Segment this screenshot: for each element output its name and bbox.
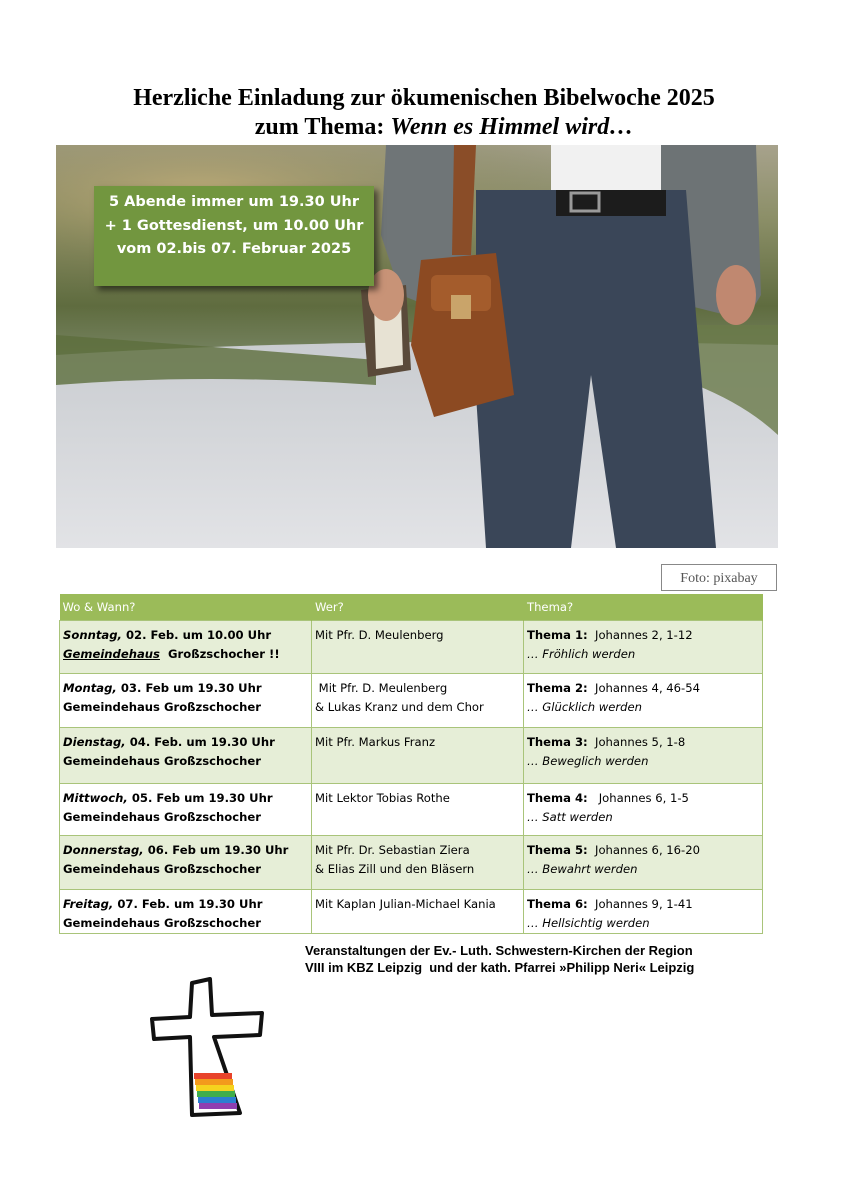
who-cell — [312, 728, 524, 784]
place-label: Gemeindehaus Großzschocher — [63, 700, 261, 714]
topic-subtitle: … Glücklich werden — [527, 700, 642, 714]
topic-subtitle: … Fröhlich werden — [527, 647, 636, 661]
title-line-1: Herzliche Einladung zur ökumenischen Bibelwoche 2025 — [133, 85, 715, 111]
day-label: Sonntag, — [63, 628, 122, 642]
info-line-3: vom 02.bis 07. Februar 2025 — [116, 241, 352, 257]
place-label: Gemeindehaus Großzschocher — [63, 862, 261, 876]
date-label: 02. Feb. um 10.00 Uhr — [121, 628, 272, 642]
event-info-box — [94, 186, 374, 286]
day-label: Dienstag, — [63, 735, 126, 749]
place-label: Gemeindehaus Großzschocher — [63, 810, 261, 824]
title-prefix: zum Thema: — [254, 114, 391, 140]
topic-subtitle: … Satt werden — [527, 810, 613, 824]
page-title — [0, 84, 848, 142]
topic-subtitle: … Hellsichtig werden — [527, 916, 650, 930]
topic-subtitle: … Bewahrt werden — [527, 862, 638, 876]
place-emphasis: Gemeindehaus — [63, 647, 160, 661]
topic-label: Thema 6: — [527, 897, 588, 911]
date-label: 07. Feb. um 19.30 Uhr — [113, 897, 263, 911]
place-label: Großzschocher !! — [159, 647, 280, 661]
topic-subtitle: … Beweglich werden — [527, 754, 649, 768]
table-row — [60, 890, 763, 934]
topic-label: Thema 4: — [527, 791, 588, 805]
topic-ref: Johannes 6, 16-20 — [587, 843, 700, 857]
table-header-row — [60, 594, 763, 621]
info-line-1: 5 Abende immer um 19.30 Uhr — [108, 194, 360, 210]
table-row — [60, 836, 763, 890]
header-where-when: Wo & Wann? — [60, 594, 312, 621]
date-label: 03. Feb um 19.30 Uhr — [116, 681, 262, 695]
topic-ref: Johannes 5, 1-8 — [587, 735, 686, 749]
table-row — [60, 621, 763, 674]
day-label: Mittwoch, — [63, 791, 128, 805]
where-when-cell — [60, 784, 312, 836]
who-line-2: & Lukas Kranz und dem Chor — [315, 700, 484, 714]
day-label: Freitag, — [63, 897, 114, 911]
where-when-cell — [60, 728, 312, 784]
topic-cell — [524, 728, 763, 784]
topic-ref: Johannes 2, 1-12 — [587, 628, 693, 642]
day-label: Donnerstag, — [63, 843, 144, 857]
date-label: 05. Feb um 19.30 Uhr — [127, 791, 273, 805]
who-cell — [312, 784, 524, 836]
who-line: Mit Pfr. D. Meulenberg — [315, 681, 448, 695]
topic-cell — [524, 621, 763, 674]
who-line: Mit Lektor Tobias Rothe — [315, 791, 450, 805]
info-line-2: + 1 Gottesdienst, um 10.00 Uhr — [104, 217, 364, 234]
header-topic: Thema? — [524, 594, 763, 621]
photo-credit: Foto: pixabay — [661, 564, 777, 591]
who-cell — [312, 621, 524, 674]
topic-cell — [524, 784, 763, 836]
where-when-cell — [60, 836, 312, 890]
date-label: 06. Feb um 19.30 Uhr — [143, 843, 289, 857]
place-label: Gemeindehaus Großzschocher — [63, 754, 261, 768]
where-when-cell — [60, 674, 312, 728]
title-theme: Wenn es Himmel wird… — [390, 114, 634, 140]
topic-label: Thema 3: — [527, 735, 588, 749]
who-line: Mit Pfr. Dr. Sebastian Ziera — [315, 843, 470, 857]
cross-logo-icon — [150, 975, 270, 1125]
who-line: Mit Pfr. D. Meulenberg — [315, 628, 444, 642]
who-cell — [312, 836, 524, 890]
organizer-line-2: VIII im KBZ Leipzig und der kath. Pfarrei »Philipp Neri« Leipzig — [305, 960, 695, 975]
topic-label: Thema 2: — [527, 681, 588, 695]
where-when-cell — [60, 890, 312, 934]
topic-ref: Johannes 4, 46-54 — [587, 681, 700, 695]
day-label: Montag, — [63, 681, 117, 695]
where-when-cell — [60, 621, 312, 674]
table-row — [60, 728, 763, 784]
place-label: Gemeindehaus Großzschocher — [63, 916, 261, 930]
title-line-2 — [0, 113, 848, 142]
topic-label: Thema 5: — [527, 843, 588, 857]
topic-label: Thema 1: — [527, 628, 588, 642]
table-row — [60, 784, 763, 836]
organizer-line-1: Veranstaltungen der Ev.- Luth. Schwestern-Kirchen der Region — [305, 943, 693, 958]
schedule-table — [59, 594, 763, 934]
who-cell — [312, 674, 524, 728]
who-line: Mit Kaplan Julian-Michael Kania — [315, 897, 496, 911]
who-cell — [312, 890, 524, 934]
topic-ref: Johannes 6, 1-5 — [587, 791, 689, 805]
topic-cell — [524, 674, 763, 728]
who-line-2: & Elias Zill und den Bläsern — [315, 862, 475, 876]
topic-cell — [524, 836, 763, 890]
table-row — [60, 674, 763, 728]
who-line: Mit Pfr. Markus Franz — [315, 735, 436, 749]
topic-cell — [524, 890, 763, 934]
topic-ref: Johannes 9, 1-41 — [587, 897, 693, 911]
date-label: 04. Feb. um 19.30 Uhr — [125, 735, 275, 749]
header-who: Wer? — [312, 594, 524, 621]
organizer-note — [305, 942, 765, 976]
